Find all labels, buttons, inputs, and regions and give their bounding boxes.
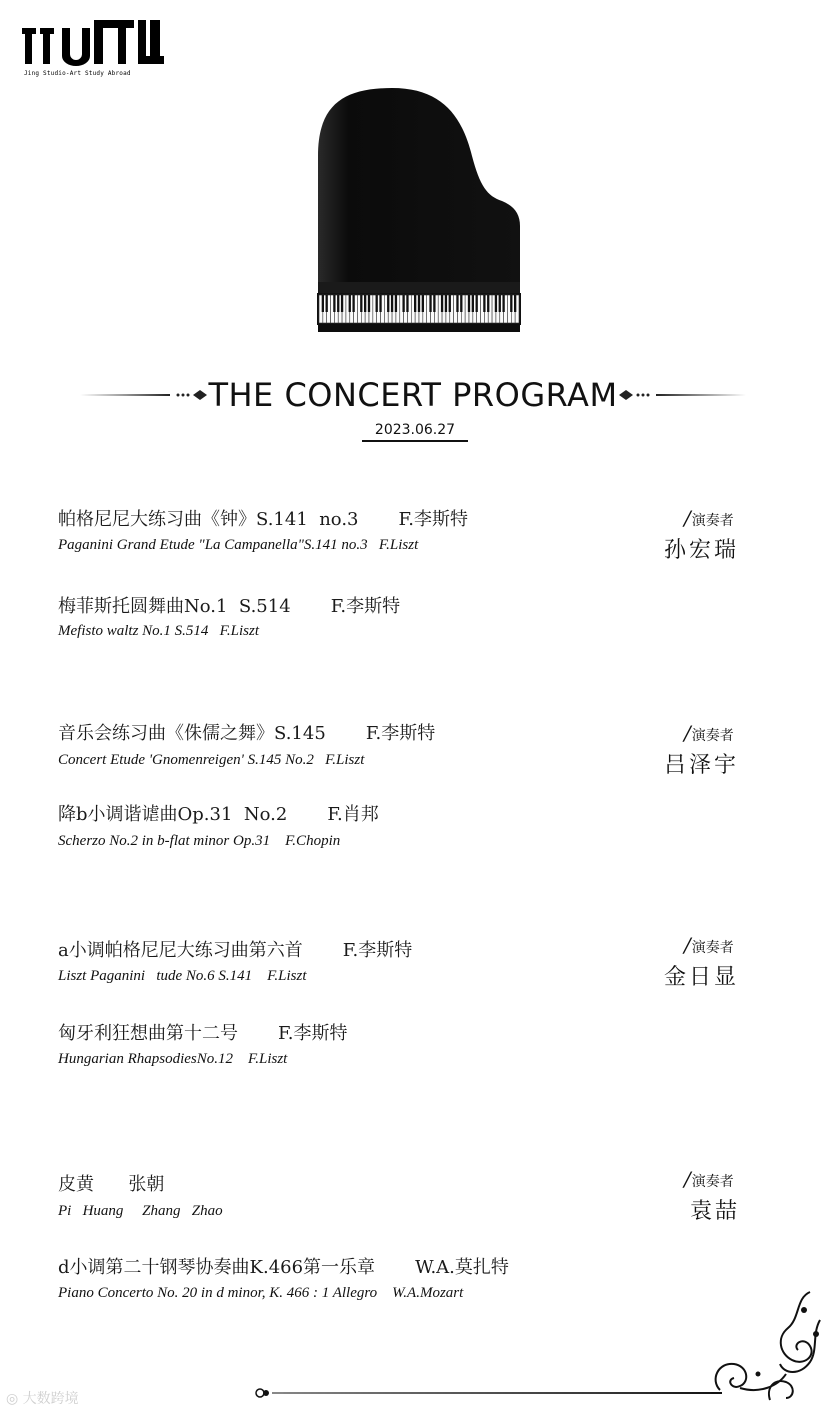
title-row [80,370,746,420]
piano-black-key [476,295,478,312]
piano-black-key [376,295,378,312]
piano-black-key [387,295,389,312]
piece-title-en: Mefisto waltz No.1 S.514 F.Liszt [58,623,260,639]
piano-black-key [337,295,339,312]
piece-title-zh: a小调帕格尼尼大练习曲第六首 F.李斯特 [58,940,413,961]
piano-black-key [487,295,489,312]
piano-black-key [422,295,424,312]
performer-label: /演奏者 [684,1167,734,1191]
piano-black-key [433,295,435,312]
performer-label: /演奏者 [684,721,734,745]
piano-black-key [502,295,504,312]
piano-black-key [445,295,447,312]
piece-title-en: Liszt Paganini tude No.6 S.141 F.Liszt [58,968,307,984]
performer-label: /演奏者 [684,506,734,530]
piece-title-zh: 降b小调谐谑曲Op.31 No.2 F.肖邦 [58,804,379,825]
piano-black-key [395,295,397,312]
piano-black-key [349,295,351,312]
piano-black-key [472,295,474,312]
piano-black-key [483,295,485,312]
piece-title-zh: 皮黄 张朝 [58,1174,165,1195]
piano-black-key [368,295,370,312]
performer-name: 袁喆 [690,1199,741,1224]
piano-black-key [449,295,451,312]
piece-title-en: Scherzo No.2 in b-flat minor Op.31 F.Chopin [58,833,341,849]
logo-tagline: Jing Studio-Art Study Abroad [24,70,131,77]
piano-black-key [414,295,416,312]
watermark [6,1388,79,1408]
right-ornament-icon [616,387,746,403]
concert-date: 2023.06.27 [374,422,456,438]
piece-title-en: Paganini Grand Etude "La Campanella"S.141 no.3 F.Liszt [58,537,419,553]
performer-label: /演奏者 [684,933,734,957]
piano-black-key [322,295,324,312]
piano-black-key [495,295,497,312]
piano-black-key [406,295,408,312]
piece-title-en: Hungarian RhapsodiesNo.12 F.Liszt [58,1051,288,1067]
logo-mark-icon [22,20,164,66]
piano-black-key [379,295,381,312]
piano-black-key [364,295,366,312]
performer-name: 孙宏瑞 [664,538,740,563]
piano-black-key [429,295,431,312]
piano-black-key [468,295,470,312]
piano-black-key [326,295,328,312]
piano-black-key [510,295,512,312]
piece-title-zh: 梅菲斯托圆舞曲No.1 S.514 F.李斯特 [58,596,401,617]
piano-black-key [418,295,420,312]
studio-logo [22,20,167,82]
date-underline [362,440,468,442]
piece-title-en: Concert Etude 'Gnomenreigen' S.145 No.2 F.Liszt [58,752,365,768]
performer-name: 吕泽宇 [664,753,740,778]
watermark-text: 大数跨境 [22,1391,79,1407]
piece-title-zh: d小调第二十钢琴协奏曲K.466第一乐章 W.A.莫扎特 [58,1257,509,1278]
piano-black-key [456,295,458,312]
piece-title-zh: 匈牙利狂想曲第十二号 F.李斯特 [58,1023,348,1044]
piano-black-key [352,295,354,312]
grand-piano-icon [312,86,524,336]
piano-black-key [499,295,501,312]
piano-black-key [391,295,393,312]
concert-title: THE CONCERT PROGRAM [208,376,618,414]
piano-black-key [441,295,443,312]
piano-black-key [360,295,362,312]
performer-name: 金日显 [664,965,740,990]
swirl-flourish-icon [700,1290,824,1402]
piano-black-key [341,295,343,312]
watermark-logo-icon: ◎ [6,1391,23,1407]
piece-title-en: Piano Concerto No. 20 in d minor, K. 466 : 1 Allegro W.A.Mozart [58,1285,464,1301]
bottom-ornament-line-icon [252,1384,722,1402]
piano-black-key [460,295,462,312]
piano-black-key [333,295,335,312]
piece-title-en: Pi Huang Zhang Zhao [58,1203,223,1219]
piece-title-zh: 音乐会练习曲《侏儒之舞》S.145 F.李斯特 [58,723,436,744]
piano-black-key [402,295,404,312]
piano-black-key [514,295,516,312]
piece-title-zh: 帕格尼尼大练习曲《钟》S.141 no.3 F.李斯特 [58,509,468,530]
